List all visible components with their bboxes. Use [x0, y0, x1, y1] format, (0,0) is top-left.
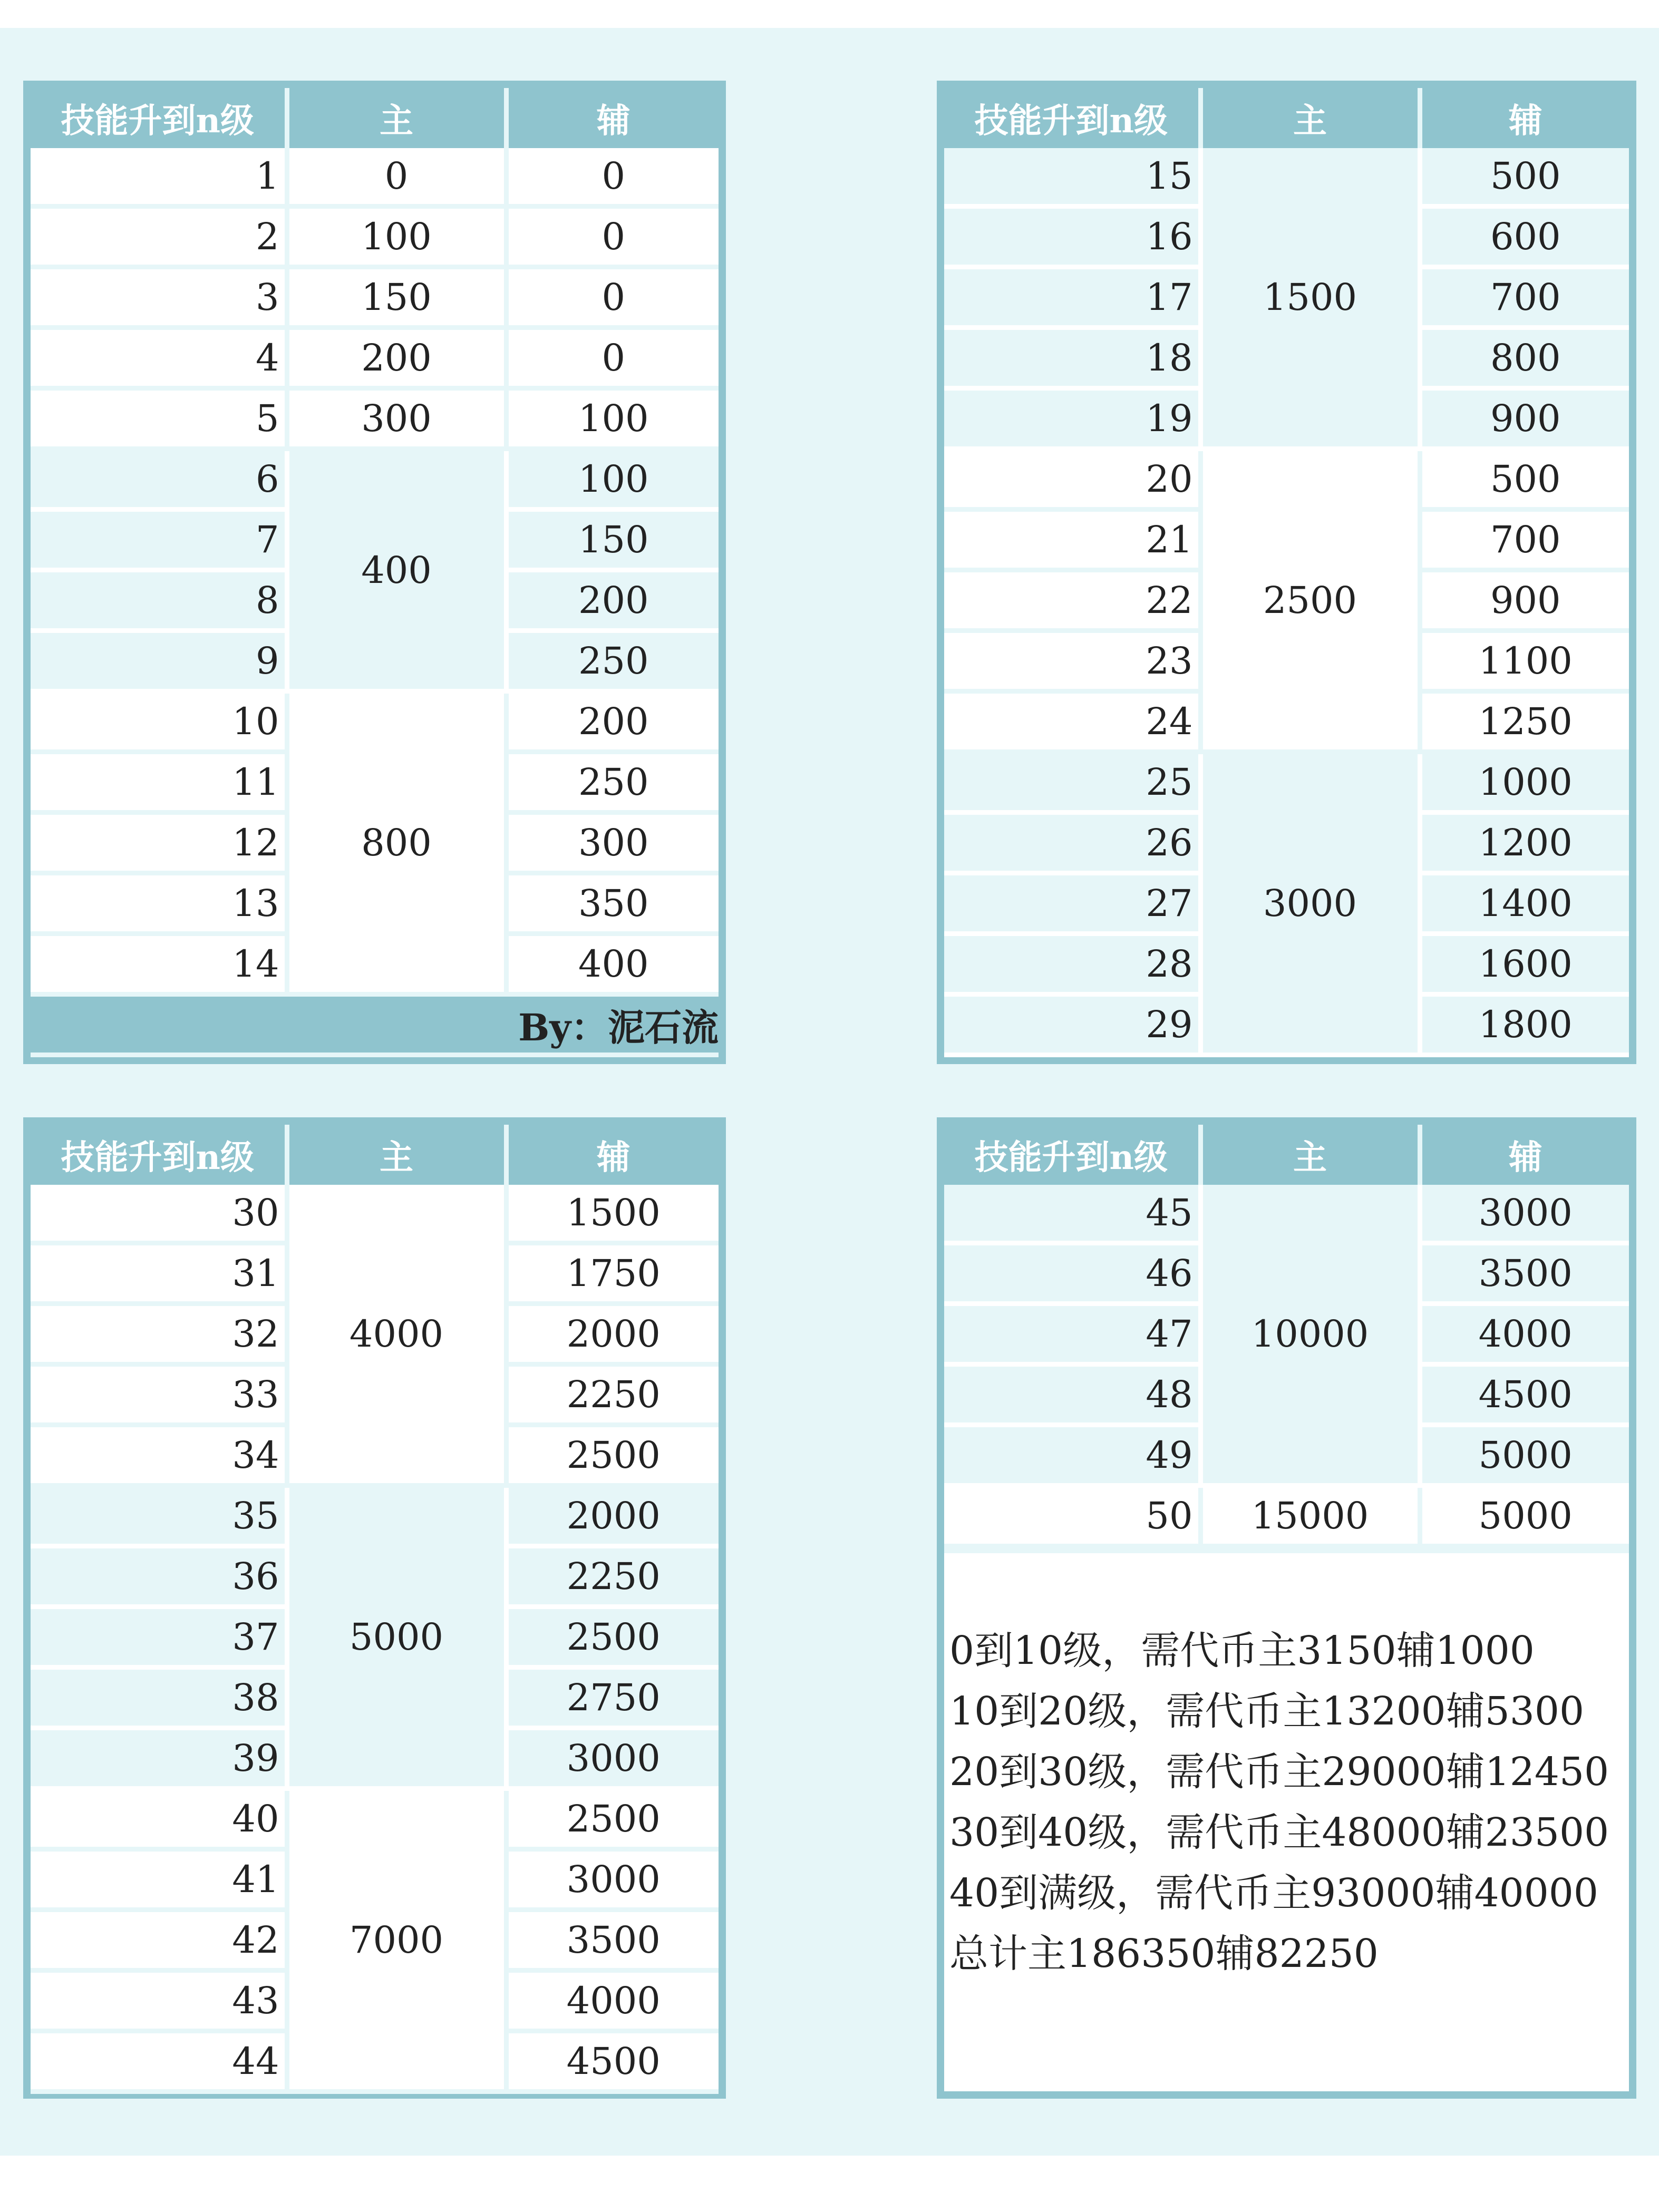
- aux-cost-cell: 150: [506, 510, 719, 570]
- aux-cost-cell: 1100: [1420, 631, 1629, 691]
- aux-cost-cell: 600: [1420, 207, 1629, 267]
- aux-cost-cell: 1250: [1420, 691, 1629, 752]
- aux-cost-cell: 1000: [1420, 752, 1629, 813]
- header-level: 技能升到n级: [944, 1125, 1200, 1185]
- aux-cost-cell: 3500: [506, 1910, 719, 1971]
- summary-line: 40到满级，需代币主93000辅40000: [949, 1870, 1598, 1916]
- aux-cost-cell: 300: [506, 813, 719, 873]
- table-row: [31, 691, 719, 752]
- aux-cost-cell: 1200: [1420, 813, 1629, 873]
- aux-cost-cell: 2500: [506, 1607, 719, 1668]
- aux-cost-cell: 0: [506, 207, 719, 267]
- level-cell: 11: [31, 752, 287, 813]
- aux-cost-cell: 4500: [1420, 1365, 1629, 1425]
- aux-cost-cell: 4000: [506, 1971, 719, 2031]
- summary-total: 总计主186350辅82250: [949, 1931, 1379, 1976]
- table-row: [31, 267, 719, 328]
- upgrade-table-1: [31, 88, 719, 1057]
- aux-cost-cell: 200: [506, 570, 719, 631]
- table-row: [944, 148, 1629, 207]
- level-cell: 48: [944, 1365, 1200, 1425]
- level-cell: 43: [31, 1971, 287, 2031]
- level-cell: 2: [31, 207, 287, 267]
- level-cell: 10: [31, 691, 287, 752]
- main-cost-cell: 2500: [1200, 449, 1420, 752]
- level-cell: 9: [31, 631, 287, 691]
- table-panel-levels-15-29: [937, 81, 1636, 1064]
- level-cell: 47: [944, 1304, 1200, 1365]
- level-cell: 6: [31, 449, 287, 510]
- table-row: [944, 1486, 1629, 1546]
- level-cell: 45: [944, 1185, 1200, 1243]
- main-cost-cell: 1500: [1200, 148, 1420, 449]
- aux-cost-cell: 1500: [506, 1185, 719, 1243]
- level-cell: 1: [31, 148, 287, 207]
- aux-cost-cell: 900: [1420, 570, 1629, 631]
- aux-cost-cell: 4500: [506, 2031, 719, 2092]
- aux-cost-cell: 2000: [506, 1486, 719, 1546]
- aux-cost-cell: 5000: [1420, 1486, 1629, 1546]
- level-cell: 37: [31, 1607, 287, 1668]
- level-cell: 40: [31, 1789, 287, 1849]
- main-cost-cell: 150: [287, 267, 506, 328]
- aux-cost-cell: 350: [506, 873, 719, 934]
- header-aux: 辅: [1420, 1125, 1629, 1185]
- main-cost-cell: 5000: [287, 1486, 506, 1789]
- aux-cost-cell: 2500: [506, 1425, 719, 1486]
- table-row: [944, 1185, 1629, 1243]
- header-main: 主: [287, 88, 506, 148]
- main-cost-cell: 10000: [1200, 1185, 1420, 1486]
- header-level: 技能升到n级: [31, 1125, 287, 1185]
- level-cell: 19: [944, 388, 1200, 449]
- level-cell: 36: [31, 1546, 287, 1607]
- table-header: [31, 88, 719, 148]
- level-cell: 25: [944, 752, 1200, 813]
- level-cell: 46: [944, 1243, 1200, 1304]
- level-cell: 16: [944, 207, 1200, 267]
- main-cost-cell: 4000: [287, 1185, 506, 1486]
- level-cell: 27: [944, 873, 1200, 934]
- level-cell: 49: [944, 1425, 1200, 1486]
- level-cell: 31: [31, 1243, 287, 1304]
- aux-cost-cell: 100: [506, 388, 719, 449]
- level-cell: 44: [31, 2031, 287, 2092]
- aux-cost-cell: 1800: [1420, 995, 1629, 1055]
- aux-cost-cell: 500: [1420, 148, 1629, 207]
- main-cost-cell: 400: [287, 449, 506, 691]
- aux-cost-cell: 1400: [1420, 873, 1629, 934]
- main-cost-cell: 200: [287, 328, 506, 388]
- aux-cost-cell: 400: [506, 934, 719, 995]
- aux-cost-cell: 1600: [1420, 934, 1629, 995]
- aux-cost-cell: 700: [1420, 267, 1629, 328]
- aux-cost-cell: 800: [1420, 328, 1629, 388]
- level-cell: 30: [31, 1185, 287, 1243]
- level-cell: 33: [31, 1365, 287, 1425]
- aux-cost-cell: 3000: [506, 1728, 719, 1789]
- summary-line: 10到20级，需代币主13200辅5300: [949, 1689, 1585, 1734]
- summary-line: 20到30级，需代币主29000辅12450: [949, 1749, 1609, 1795]
- header-aux: 辅: [506, 1125, 719, 1185]
- upgrade-table-2: [944, 88, 1629, 1057]
- table-row: [944, 449, 1629, 510]
- main-cost-cell: 0: [287, 148, 506, 207]
- table-header: [944, 88, 1629, 148]
- level-cell: 3: [31, 267, 287, 328]
- level-cell: 32: [31, 1304, 287, 1365]
- aux-cost-cell: 900: [1420, 388, 1629, 449]
- main-cost-cell: 800: [287, 691, 506, 995]
- level-cell: 38: [31, 1668, 287, 1728]
- main-cost-cell: 7000: [287, 1789, 506, 2092]
- table-row: [31, 388, 719, 449]
- table-row: [31, 148, 719, 207]
- header-main: 主: [287, 1125, 506, 1185]
- table-panel-levels-30-44: [23, 1117, 726, 2099]
- main-cost-cell: 300: [287, 388, 506, 449]
- level-cell: 14: [31, 934, 287, 995]
- level-cell: 28: [944, 934, 1200, 995]
- table-header: [31, 1125, 719, 1185]
- aux-cost-cell: 3000: [506, 1849, 719, 1910]
- aux-cost-cell: 2500: [506, 1789, 719, 1849]
- main-cost-cell: 3000: [1200, 752, 1420, 1055]
- table-row: [31, 1185, 719, 1243]
- level-cell: 7: [31, 510, 287, 570]
- aux-cost-cell: 2750: [506, 1668, 719, 1728]
- table-row: [31, 1789, 719, 1849]
- level-cell: 5: [31, 388, 287, 449]
- level-cell: 21: [944, 510, 1200, 570]
- header-main: 主: [1200, 1125, 1420, 1185]
- aux-cost-cell: 0: [506, 328, 719, 388]
- level-cell: 15: [944, 148, 1200, 207]
- aux-cost-cell: 2250: [506, 1546, 719, 1607]
- summary-divider: [944, 1548, 1629, 1553]
- level-cell: 26: [944, 813, 1200, 873]
- level-cell: 24: [944, 691, 1200, 752]
- summary-line: 0到10级，需代币主3150辅1000: [949, 1628, 1535, 1673]
- table-row: [31, 449, 719, 510]
- aux-cost-cell: 2000: [506, 1304, 719, 1365]
- aux-cost-cell: 1750: [506, 1243, 719, 1304]
- header-level: 技能升到n级: [944, 88, 1200, 148]
- aux-cost-cell: 250: [506, 631, 719, 691]
- table-row: [31, 328, 719, 388]
- header-main: 主: [1200, 88, 1420, 148]
- aux-cost-cell: 4000: [1420, 1304, 1629, 1365]
- table-row: [31, 207, 719, 267]
- aux-cost-cell: 3000: [1420, 1185, 1629, 1243]
- upgrade-table-3: [31, 1125, 719, 2094]
- level-cell: 8: [31, 570, 287, 631]
- table-header: [944, 1125, 1629, 1185]
- aux-cost-cell: 500: [1420, 449, 1629, 510]
- aux-cost-cell: 0: [506, 148, 719, 207]
- summary-block: [944, 1553, 1629, 1984]
- aux-cost-cell: 100: [506, 449, 719, 510]
- level-cell: 12: [31, 813, 287, 873]
- header-aux: 辅: [506, 88, 719, 148]
- aux-cost-cell: 2250: [506, 1365, 719, 1425]
- aux-cost-cell: 3500: [1420, 1243, 1629, 1304]
- table-panel-levels-1-14: [23, 81, 726, 1064]
- aux-cost-cell: 200: [506, 691, 719, 752]
- level-cell: 4: [31, 328, 287, 388]
- summary-line: 30到40级，需代币主48000辅23500: [949, 1810, 1609, 1855]
- table-panel-levels-45-50: [937, 1117, 1636, 2099]
- level-cell: 50: [944, 1486, 1200, 1546]
- level-cell: 29: [944, 995, 1200, 1055]
- main-cost-cell: 15000: [1200, 1486, 1420, 1546]
- level-cell: 17: [944, 267, 1200, 328]
- level-cell: 22: [944, 570, 1200, 631]
- upgrade-table-4: [944, 1125, 1629, 1548]
- table-row: [944, 752, 1629, 813]
- level-cell: 23: [944, 631, 1200, 691]
- aux-cost-cell: 0: [506, 267, 719, 328]
- level-cell: 18: [944, 328, 1200, 388]
- level-cell: 41: [31, 1849, 287, 1910]
- level-cell: 34: [31, 1425, 287, 1486]
- table-row: [31, 1486, 719, 1546]
- main-cost-cell: 100: [287, 207, 506, 267]
- aux-cost-cell: 250: [506, 752, 719, 813]
- level-cell: 35: [31, 1486, 287, 1546]
- header-aux: 辅: [1420, 88, 1629, 148]
- level-cell: 39: [31, 1728, 287, 1789]
- level-cell: 20: [944, 449, 1200, 510]
- aux-cost-cell: 5000: [1420, 1425, 1629, 1486]
- level-cell: 13: [31, 873, 287, 934]
- author-credit: By：泥石流: [31, 995, 719, 1055]
- credit-row: [31, 995, 719, 1055]
- aux-cost-cell: 700: [1420, 510, 1629, 570]
- header-level: 技能升到n级: [31, 88, 287, 148]
- level-cell: 42: [31, 1910, 287, 1971]
